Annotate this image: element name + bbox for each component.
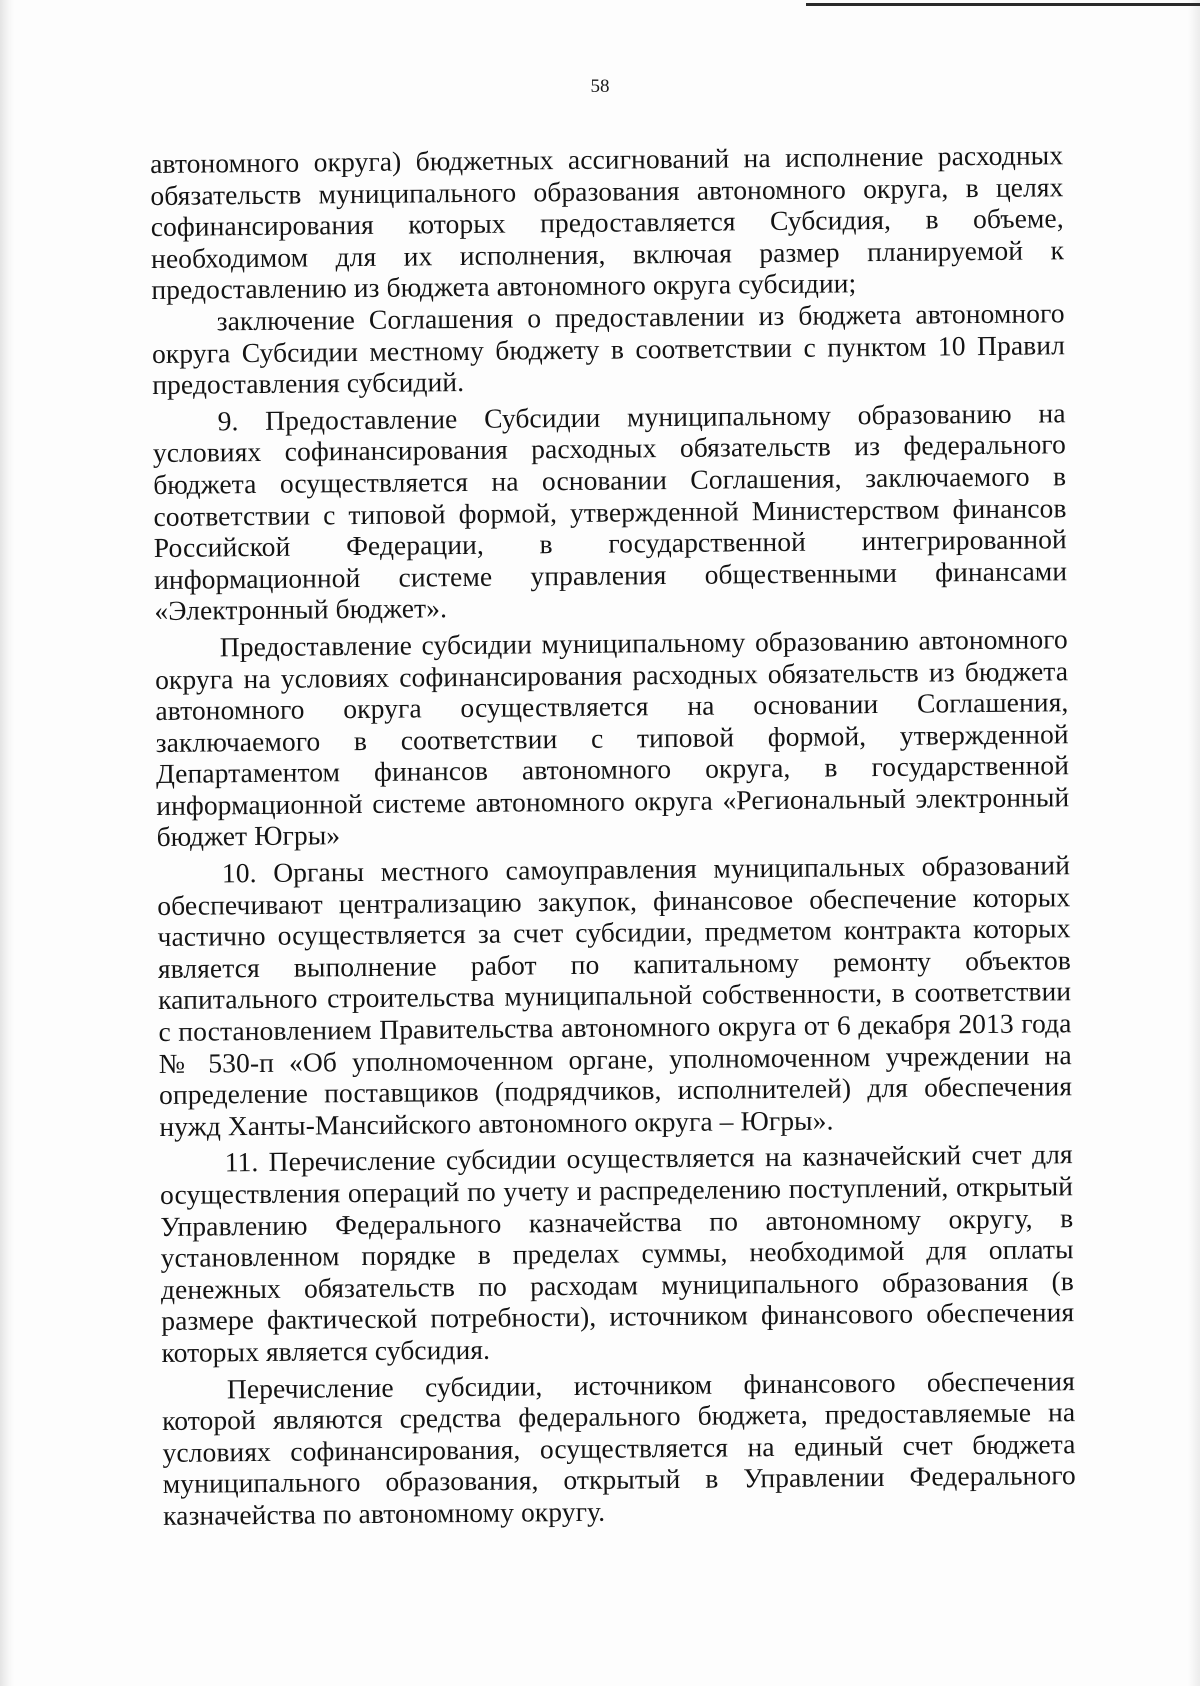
paragraph-clause-10: 10. Органы местного самоуправления муниципальных образований обеспечивают централизацию закупок, финансовое обеспечение которых частично осуществляется за счет субсидии, предметом контракта которых является выполнение работ по капитальному ремонту объектов капитального строительства муниципальной собственности, в соответствии с постановлением Правительства автономного округа от 6 декабря 2013 года № 530-п «Об уполномоченном органе, уполномоченном учреждении на определение поставщиков (подрядчиков, исполнителей) для обеспечения нужд Ханты-Мансийского автономного округа – Югры». [157, 849, 1073, 1142]
paragraph-clause-11: 11. Перечисление субсидии осуществляется на казначейский счет для осуществления операций по учету и распределению поступлений, открытый Управлению Федерального казначейства по автономному округу, в установленном порядке в пределах суммы, необходимой для оплаты денежных обязательств по расходам муниципального образования (в размере фактической потребности), источником финансового обеспечения которых является субсидия. [159, 1138, 1075, 1368]
paragraph-clause-11-federal: Перечисление субсидии, источником финансового обеспечения которой являются средства федерального бюджета, предоставляемые на условиях софинансирования, осуществляется на единый счет бюджета муниципального образования, открытый в Управлении Федерального казначейства по автономному округу. [162, 1364, 1076, 1531]
scan-left-edge [0, 0, 14, 1686]
page-number: 58 [590, 76, 610, 97]
paragraph-agreement: заключение Соглашения о предоставлении из бюджета автономного округа Субсидии местному бюджету в соответствии с пунктом 10 Правил предоставления субсидий. [151, 297, 1066, 401]
scan-right-edge [1188, 0, 1200, 1686]
paragraph-clause-9: 9. Предоставление Субсидии муниципальному образованию на условиях софинансирования расходных обязательств из федерального бюджета осуществляется на основании Соглашения, заключаемого в соответствии с типовой формой, утвержденной Министерством финансов Российской Федерации, в государственной интегрированной информационной системе управления общественными финансами «Электронный бюджет». [152, 396, 1068, 627]
top-rule-line [806, 3, 1200, 6]
document-body [150, 139, 1076, 1531]
paragraph-continuation: автономного округа) бюджетных ассигнований на исполнение расходных обязательств муниципального образования автономного округа, в целях софинансирования которых предоставляется Субсидия, в объеме, необходимом для их исполнения, включая размер планируемой к предоставлению из бюджета автономного округа субсидии; [150, 139, 1065, 306]
paragraph-clause-9-regional: Предоставление субсидии муниципальному образованию автономного округа на условиях софинансирования расходных обязательств из бюджета автономного округа осуществляется на основании Соглашения, заключаемого в соответствии с типовой формой, утвержденной Департаментом финансов автономного округа, в государственной информационной системе автономного округа «Региональный электронный бюджет Югры» [154, 623, 1070, 853]
